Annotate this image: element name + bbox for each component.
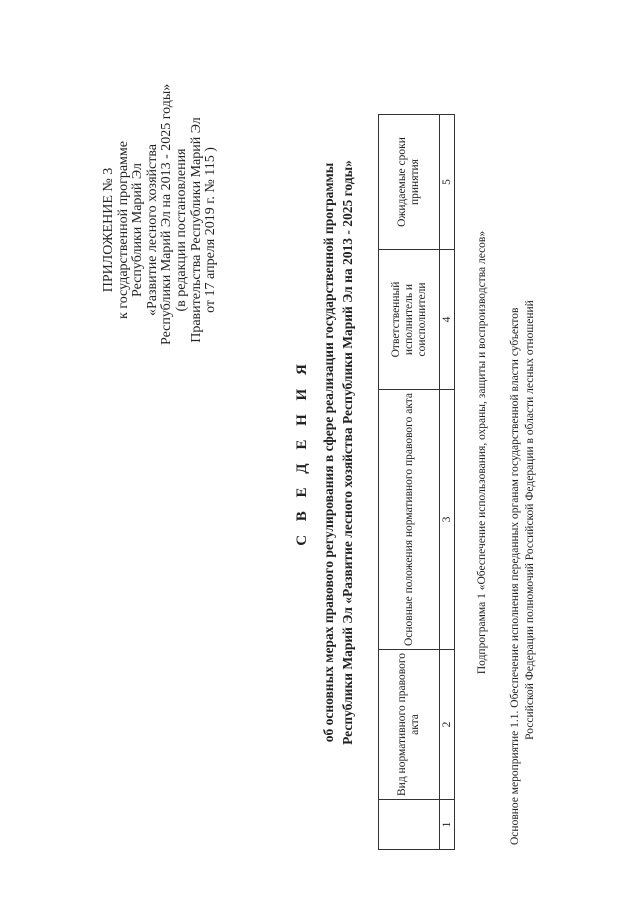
appendix-line: к государственной программе (115, 141, 131, 319)
subprogram-heading: Подпрограмма 1 «Обеспечение использования, охраны, защиты и воспроизводства лесов» (476, 230, 488, 675)
table-header-cell: Вид нормативного правового акта (379, 650, 440, 800)
measures-table (378, 114, 455, 850)
document-subtitle-line1: об основных мерах правового регулирования в сфере реализации государственной программы (321, 162, 336, 743)
table-header-cell (379, 800, 440, 850)
column-number: 2 (440, 650, 455, 800)
table-header-cell: Ответственный исполнитель и соисполнители (379, 250, 440, 390)
column-number: 1 (440, 800, 455, 850)
table-number-row (440, 115, 455, 850)
appendix-line: Правительства Республики Марий Эл (188, 117, 204, 343)
table-header-row (379, 115, 440, 850)
appendix-line: ПРИЛОЖЕНИЕ № 3 (101, 167, 116, 293)
appendix-line: Республики Марий Эл на 2013 - 2025 годы» (159, 83, 175, 345)
main-measure-line2: Российской Федерации полномочий Российской Федерации в области лесных отношений (524, 300, 536, 740)
table-header-cell: Ожидаемые сроки принятия (379, 115, 440, 250)
column-number: 5 (440, 115, 455, 250)
table-header-cell: Основные положения нормативного правового акта (379, 390, 440, 650)
document-title: С В Е Д Е Н И Я (294, 359, 310, 546)
appendix-line: (в редакции постановления (173, 148, 189, 312)
appendix-block (101, 83, 219, 345)
document-subtitle-line2: Республики Марий Эл «Развитие лесного хозяйства Республики Марий Эл на 2013 - 2025 годы» (340, 160, 355, 745)
appendix-line: Республики Марий Эл (130, 163, 146, 297)
column-number: 3 (440, 390, 455, 650)
column-number: 4 (440, 250, 455, 390)
main-measure-line1: Основное мероприятие 1.1. Обеспечение исполнения переданных органам государственной власти субъектов (509, 307, 521, 845)
appendix-line: от 17 апреля 2019 г. № 115 ) (203, 147, 219, 313)
appendix-line: «Развитие лесного хозяйства (144, 144, 160, 317)
